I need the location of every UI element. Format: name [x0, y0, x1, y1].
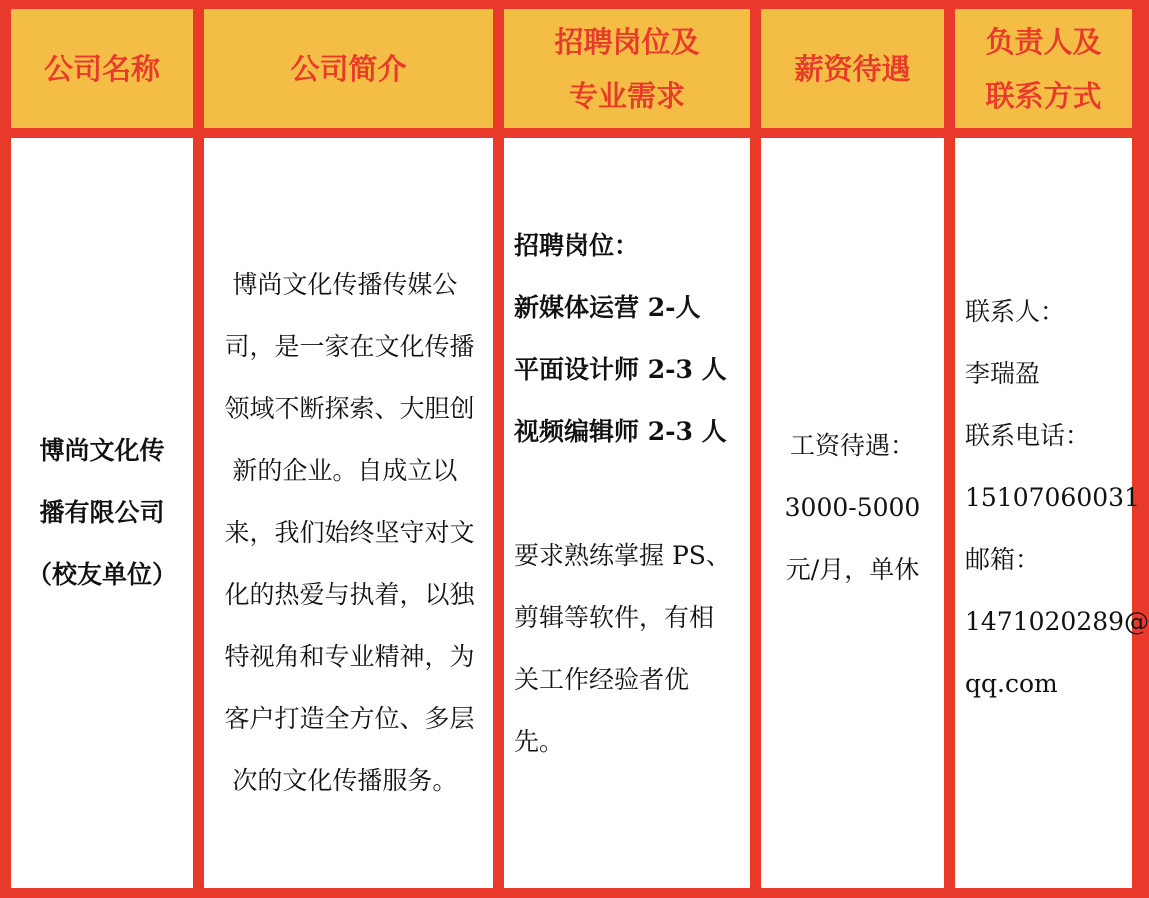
- company-name-line: 博尚文化传: [39, 436, 165, 465]
- header-positions: [504, 9, 750, 128]
- intro-line: 领域不断探索、大胆创: [224, 394, 475, 423]
- contact-person: 李瑞盈: [965, 359, 1041, 388]
- cell-positions: [504, 138, 750, 888]
- contact-email: qq.com: [965, 669, 1058, 698]
- company-name-line: （校友单位）: [26, 560, 177, 589]
- header-line: 公司名称: [43, 51, 160, 86]
- requirement-line: 要求熟练掌握 PS、: [514, 541, 731, 570]
- header-line: 薪资待遇: [794, 51, 911, 86]
- position-item: 视频编辑师 2-3 人: [514, 417, 727, 446]
- header-contact: [955, 9, 1132, 128]
- requirement-line: 关工作经验者优: [514, 665, 690, 694]
- salary-line: 元/月，单休: [785, 555, 920, 584]
- position-item: 平面设计师 2-3 人: [514, 355, 727, 384]
- position-item: 新媒体运营 2-人: [514, 293, 701, 322]
- header-line: 招聘岗位及: [554, 24, 700, 59]
- cell-salary: [761, 138, 944, 888]
- header-salary: [761, 9, 944, 128]
- cell-company-name: [11, 138, 193, 888]
- requirement-line: 剪辑等软件，有相: [514, 603, 715, 632]
- contact-email: 1471020289@: [965, 607, 1149, 636]
- spacer: [514, 463, 731, 525]
- header-company-name: [11, 9, 193, 128]
- salary-line: 工资待遇：: [789, 431, 915, 460]
- positions-title: 招聘岗位：: [514, 231, 640, 260]
- cell-contact: [955, 138, 1149, 888]
- intro-line: 化的热爱与执着，以独: [224, 580, 475, 609]
- company-name-line: 播有限公司: [39, 498, 165, 527]
- intro-line: 来，我们始终坚守对文: [224, 518, 475, 547]
- header-company-intro: [204, 9, 493, 128]
- intro-line: 司，是一家在文化传播: [224, 332, 475, 361]
- header-line: 负责人及: [985, 24, 1102, 59]
- cell-company-intro: [204, 138, 493, 888]
- contact-phone: 15107060031: [965, 483, 1140, 512]
- header-line: 专业需求: [568, 78, 685, 113]
- intro-line: 新的企业。自成立以: [224, 456, 458, 485]
- contact-label: 联系电话：: [965, 421, 1091, 450]
- contact-label: 联系人：: [965, 297, 1066, 326]
- header-line: 公司简介: [290, 51, 407, 86]
- intro-line: 次的文化传播服务。: [224, 766, 458, 795]
- intro-line: 博尚文化传播传媒公: [224, 270, 458, 299]
- requirement-line: 先。: [514, 727, 565, 756]
- salary-line: 3000-5000: [784, 493, 921, 522]
- contact-label: 邮箱：: [965, 545, 1041, 574]
- intro-line: 特视角和专业精神，为: [224, 642, 475, 671]
- intro-line: 客户打造全方位、多层: [224, 704, 475, 733]
- header-line: 联系方式: [985, 78, 1102, 113]
